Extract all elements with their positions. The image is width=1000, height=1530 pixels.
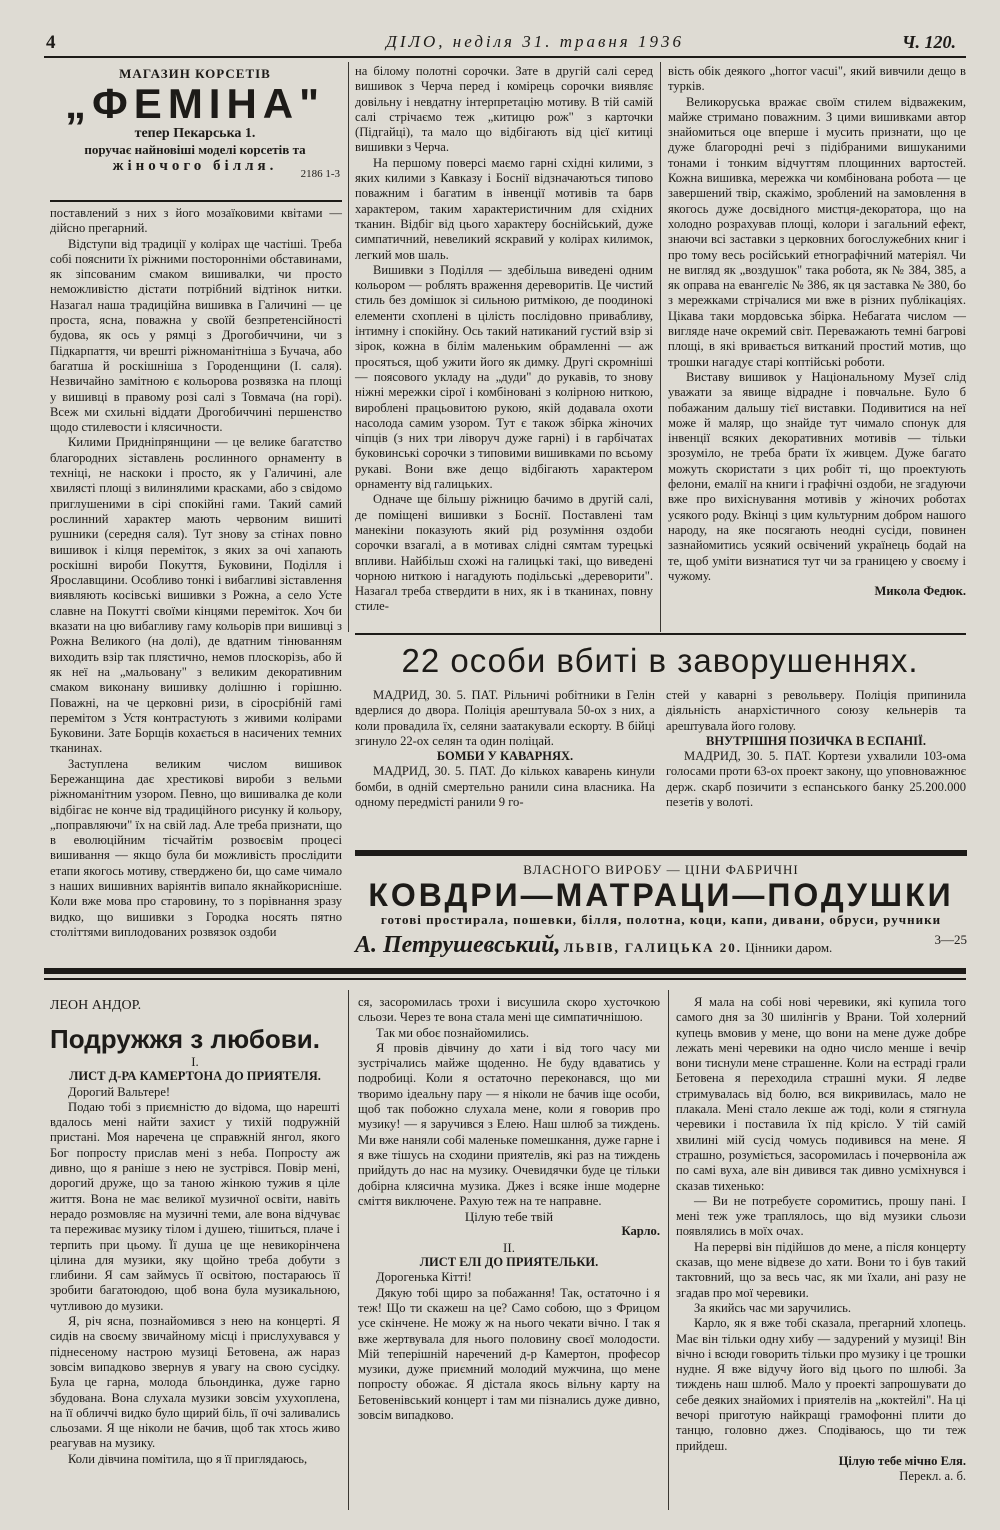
paragraph: Заступлена великим числом вишивок Бережанщина дає хрестикові вироби з вельми ріжноманітним узором. Певно, що вишивалка де коли відбігає не конче від традиційного рисунку й кольору, „поправляючи" їх на свій лад. Але треба признати, що в еволюційним тісчайтім розвоєвім процесі вишивання — якщо була би можливість прослідити етапи якогось мотиву, стверджено би, що саме чимало з наших вишивних варіянтів випало якнайкорисніше. Коли вже мова про старовину, то з порівнання зразу видко, що вишивки з Городка носять пятно століттями виплодованих розвязок оздоби <box>50 756 342 939</box>
masthead-date: ДІЛО, неділя 31. травня 1936 <box>386 32 684 51</box>
ad-kovdry-footer <box>355 932 967 959</box>
paragraph: Великоруська вражає своїм стилем відважеким, майже стримано поважним. З цими вишивками автор знайомиться оце вперше і мусить признати, що це дуже благородні речі з підібраними вишуканими тонами і тонким відчуттям площинних вартостей. Кожна вишивка, мережка чи комбінована робота — це завершений твір, скажімо, зроблений на замовлення в якогось дуже досвідного мистця-декоратора, що на холодно розрахував площі, колори і загальний ефект, знаючи всі заставки з церковних богослужебних книг і про тому весь російський етнографічний матеріял. Чи не вигляд як „воздушок" така робота, як № 384, 385, а як оправа на евангеліє № 386, як ця заставка № 380, бо з мережками стрічалися ми вже в різних публікаціях. Цікава таки мордовська збірка. Небагата числом — вигляде наче окремий світ. Переважають темні багрові площі, в які вривається витканий простий мотив, що трошки нагадує старі коптійські роботи. <box>668 94 966 369</box>
paragraph: Я, річ ясна, познайомився з нею на концерті. Я сидів на своєму звичайному місці і прислухувався у піднесеному настрою музиці Бетовена, аж нараз зовсім випадково звернув я увагу на свою сусідку. Була це гарна, молода бльондинка, дуже гарно збудована. Вона слухала музики зовсім ухухоплена, на її обличчі видко було щирий біль, її очі заливались сльозами. Я ще ніколи не бачив, щоб так хтось живо реагував на музику. <box>50 1314 340 1451</box>
article-column-2 <box>355 64 653 630</box>
column-divider <box>668 990 669 1510</box>
section-number: ІІ. <box>503 1239 515 1255</box>
section-rule <box>355 633 966 635</box>
news-subhead: БОМБИ У КАВАРНЯХ. <box>436 749 574 764</box>
paragraph: Так ми обоє познайомились. <box>376 1025 530 1040</box>
article-signature: Микола Федюк. <box>874 584 966 599</box>
paragraph: Дорогий Вальтере! <box>68 1084 171 1099</box>
paragraph: Дякую тобі щиро за побажання! Так, остаточно і я теж! Що ти скажеш на це? Само собою, що з Фрицом усе скінчене. Не можу ж на нього чекати вічно. І так я вже жертвувала для нього половину своєї молодости. Мій теперішній наречений д-р Камертон, професор музики, дуже приємний молодий мужчина, що мене попросту обожає. Я дістала якось вільну карту на Бетовенівський концерт і там ми пізнались дуже дивно, зовсім випадково. <box>358 1285 660 1423</box>
paragraph: — Ви не потребуєте соромитись, прошу пані. І мені теж уже траплялось, що від музики сльози появлялись в моїх очах. <box>676 1193 966 1239</box>
paragraph: вість обік деякого „horror vacui", який вивчили дещо в турків. <box>668 64 966 94</box>
paragraph: За якийсь час ми заручились. <box>694 1300 852 1315</box>
ad-code: 2186 1-3 <box>300 168 340 180</box>
story-title: Подружжя з любови. <box>50 1024 320 1054</box>
story-column-3 <box>676 995 966 1510</box>
ad-code: 3—25 <box>934 932 967 947</box>
translator-note: Перекл. а. б. <box>899 1469 966 1484</box>
paragraph: Коли дівчина помітила, що я її приглядаюсь, <box>68 1451 308 1466</box>
ad-kovdry-name: А. Петрушевський, <box>355 932 561 958</box>
letter-signature: Цілую тебе мічно Еля. <box>838 1453 966 1468</box>
story-column-2 <box>358 995 660 1510</box>
news-headline: 22 особи вбиті в заворушеннях. <box>401 642 919 679</box>
article-column-3 <box>668 64 966 630</box>
ad-kovdry-note: Цінники даром. <box>745 940 833 955</box>
column-divider <box>348 990 349 1510</box>
story-author: ЛЕОН АНДОР. <box>50 998 142 1013</box>
ad-rule <box>50 200 342 202</box>
letter-signature: Карло. <box>621 1224 660 1239</box>
ad-femina-line: МАГАЗИН КОРСЕТІВ <box>119 66 271 81</box>
paragraph: Одначе ще більшу ріжницю бачимо в другій салі, де поміщені вишивки з Боснії. Поставлені там манекіни показують який рід розуміння оздоби сорочки взагалі, а в мотивах слідні сямтам турецькі впливи. Найбільш схожі на галицькі такі, що виведені чорною ниткою і нагадують подільські „дереворити". Назагал треба ствердити в них, як і в тканинах, повну стиле- <box>355 492 653 614</box>
column-divider <box>348 62 349 632</box>
paragraph: Дорогенька Кітті! <box>376 1270 472 1285</box>
paragraph: на білому полотні сорочки. Зате в другій салі серед вишивок з Черча перед і комірець сорочки виявляє довільну і невдатну інтерпретацію мотиву. В тій самій салі стрічаємо теж „китицю рож" з карточки (Підгайці), та мало що відбігають від цієї китиці вишивки з Черча. <box>355 64 653 155</box>
news-column-1 <box>355 688 655 838</box>
section-number: І. <box>191 1054 199 1069</box>
paragraph: ся, засоромилась трохи і висушила скоро хусточкою сльози. Через те вона стала мені ще симпатичнішою. <box>358 995 660 1025</box>
page-divider <box>44 968 966 974</box>
paragraph: На перерві він підійшов до мене, а після концерту сказав, що мене відвезе до хати. Вони то і був такий тактовний, що за весь час, як ми їхали, ані разу не згадав про мої черевики. <box>676 1239 966 1300</box>
page-divider <box>44 978 966 980</box>
paragraph: Виставу вишивок у Національному Музеї слід уважати за явище відрадне і повчальне. Було б побажаним дальшу тієї виставки. Подивитися на неї може й маляр, що знайде тут чимало спонук для інвенції всяких декоративних мотивів — тільки зрозуміло, не треба брати їх живцем. Дуже багато можуть скористати з цих робіт ті, що проектують фелони, емалії на книги і графічні оздоби, не згадуючи вже про вихіснування мотивів у жіночих роботах усякого роду. Вкінці з цим культурним добром нашого народу, на яке посягають неодні сусіди, повинен зазнайомитись усякий освічений українець бодай на те, щоб уміти визнатися тут чи за границею у своєму і чужому. <box>668 369 966 583</box>
ad-femina-line: поручає найновіші моделі корсетів та <box>84 142 306 157</box>
ad-border-top <box>355 850 967 856</box>
paragraph: Вишивки з Поділля — здебільша виведені одним кольором — роблять враження дереворитів. Це чистий стиль без домішок зі сильною ритмікою, де поодинокі елементи схоплені в цілість послідовно привабливу, інтимну і спокійну. Ось такий натиканий густий взір зі зірок, кожна в білім маленьким обрамленні — аж просяться, щоб ужити його як димку. Другі скромніші — поясового укладу на „дуди" до рукавів, то знову ніжні мережки сірої і комбіновані з колірною ниткою, вироблені працьовитою рукою, якій додавала охоти насолода самим узором. Тут є також збірка жіночих чіпців (з них три ліворуч дуже гарні) і в гарбічатах буковинські сорочки з типовими вишивками по всьому рукаві. Вони вже дещо відбігають характером орнаменту від галицьких. <box>355 262 653 492</box>
ad-femina-line: жіночого білля. <box>112 158 278 174</box>
ad-femina-name: „ФЕМІНА" <box>64 80 326 127</box>
letter-closing: Цілую тебе твій <box>464 1209 554 1225</box>
article-column-1 <box>50 206 342 939</box>
page-number: 4 <box>46 32 56 53</box>
ad-femina <box>50 66 340 192</box>
column-divider <box>660 62 661 632</box>
ad-kovdry-sub: готові простирала, пошевки, білля, полотна, коци, капи, дивани, обруси, ручники <box>380 912 942 927</box>
page-header <box>46 30 956 58</box>
story-column-1 <box>50 1054 340 1514</box>
paragraph: Карло, як я вже тобі сказала, прегарний хлопець. Має він тільки одну хибу — задурений у музиці! Він вічно і всюди говорить тільки про музику і це трошки нудне. Я вже відучу його від цього по шлюбі. За тиждень наш шлюб. Мало у проекті запрошувати до себе деяких знайомих і приятелів на „коктейлі". На ці вечорі приготую найкращі грамофонні плити до танцю, головно джез. Сподіваюсь, що ти теж прийдеш. <box>676 1316 966 1453</box>
ad-kovdry-address: ЛЬВІВ, ГАЛИЦЬКА 20. <box>563 940 743 955</box>
paragraph: МАДРИД, 30. 5. ПАТ. Кортези ухвалили 103-ома голосами проти 63-ох проект закону, що уповноважнює держ. скарб позичити з еспанського банку 25.200.000 пезетів у волоті. <box>666 749 966 810</box>
paragraph: Я мала на собі нові черевики, які купила того самого дня за 30 шилінгів у Врани. Той холерний купець вмовив у мене, що вони на мене дуже добре лежать мені черевики на одно число менше і вечір вони тиснули мене страшенне. Коли на естраді грали Бетовена я переходила страшні муки. Я ледве стримувалась від болю, вся викривилась, мало не плакала. Мені стало лекше аж тоді, коли я стягнула черевики і поставила їх під крісло. У тій самій хвилині мій сусід чомусь подивився на мене. Я страшно, розуміється, засоромилась і почервоніла аж по самі вуха, але він дивився так дивно усміхнувся і сказав тихенько: <box>676 995 966 1193</box>
ad-femina-line: тепер Пекарська 1. <box>134 126 256 141</box>
paragraph: Відступи від традиції у колірах ще частіші. Треба собі пояснити їх ріжними посторонніми обставинами, як зіпсованим смаком вишивалки, чи просто неможливістю дістати потрібний відтінок нитки. Назагал наша традиційна вишивка в Галичині — це проста, ясна, поважна у своїй безпретенсійності будова, як ось у рямці з Дрогобиччини, чи з Підкарпаття, чи врешті ріжноманітніша з Бучача, або багатша й роскішніша з Городенщини (І. саля). Незвичайно замітною є кольорова розвязка на площі у вишивці в правому розі салі з Товмача (на горі). Всеж ми схильні віддати Дрогобиччині першенство щодо стилевости і клясичности. <box>50 236 342 435</box>
paragraph: поставлений з них з його мозаїковими квітами — дійсно прегарний. <box>50 206 342 236</box>
ad-kovdry <box>355 862 967 962</box>
header-rule <box>44 56 966 58</box>
issue-number: Ч. 120. <box>902 32 956 52</box>
news-subhead: ВНУТРІШНЯ ПОЗИЧКА В ЕСПАНІЇ. <box>706 733 926 748</box>
news-column-2 <box>666 688 966 838</box>
paragraph: МАДРИД, 30. 5. ПАТ. Рільничі робітники в Гелін вдерлися до двора. Поліція арештувала 50-ох з них, а коли провадила їх, селяни заатакували ескорту. В бійці згинуло 22-ох селян та один поліцай. <box>355 688 655 748</box>
ad-kovdry-main: КОВДРИ—МАТРАЦИ—ПОДУШКИ <box>368 877 954 913</box>
paragraph: МАДРИД, 30. 5. ПАТ. До кількох каварень кинули бомби, в одній смертельно ранили сина власника. На одному передмісті ранили 9 го- <box>355 764 655 810</box>
paragraph: Подаю тобі з приємністю до відома, що нарешті вдалось мені найти захист у тихій подружній пристані. Моя наречена це справжній янгол, якого Бог попросту прислав мені з неба. Попросту аж дивно, що я раніше з нею не зустрівся. Повір мені, дорогий друже, що за таною жінкою тужив я ціле життя. Вона не має великої музичної освіти, навіть нерадо розмовляє на музичні теми, але вона відчуває та переживає музику тілом і душею, тішиться, плаче і терпить при цьому. Її душа це ще невикорінчена цілина для музики, яку щойно треба добути з глибини. Я сам займусь її освітою, постараюсь її зробити багатоюдою, щоб вона була музикальною, чутливою до музики. <box>50 1099 340 1313</box>
paragraph: стей у каварні з револьверу. Поліція припинила діяльність анархістичного союзу кельнерів та арештувала його голову. <box>666 688 966 733</box>
paragraph: Я провів дівчину до хати і від того часу ми зустрічались майже щоденно. Не буду вдаватись у подробиці. Коли я остаточно переконався, що ми творимо ідеальну пару — я ніколи не бачив іще особи, щоб так побожно слухала мене, коли я говорив про музику! — я заручився з Елею. Наш шлюб за тиждень. Ми вже наняли собі маленьке помешкання, дуже гарне і я вже тішусь на сходини приятелів, які раз на тиждень прийдуть до нас на музику. Очевидячки буде це тільки добірна клясична музика. Джез і всяке інше модерне сміття виключене. Рахую теж на те направне. <box>358 1040 660 1208</box>
paragraph: На першому поверсі маємо гарні східні килими, з яких килими з Кавказу і Боснії відзначаються типово поважним і багатим в інвенції мотивів та барв характером, таким характеристичним для східних тканин. Відбіг від цього характеру боснійський, дуже симпатичний, невеликий яскравий у колірах килимок, легкий мов шаль. <box>355 155 653 262</box>
section-title: ЛИСТ ЕЛІ ДО ПРИЯТЕЛЬКИ. <box>419 1255 599 1270</box>
ad-kovdry-top: ВЛАСНОГО ВИРОБУ — ЦІНИ ФАБРИЧНІ <box>523 862 799 877</box>
paragraph: Килими Придніпрянщини — це велике багатство благородних зіставлень рослинного орнаменту в техніці, не наскоки і просто, як у Галичині, але хвилясті площі з вилинялими красками, або з свідомо приглушеними в сірі спокійні гами. Такий самий рослинний характер мають червоним вишиті рушники (середня саля). Тут знову за стінах повно вишивок і кілця переміток, з яких за очі хапають роскішні вироби Покуття, Буковини, Поділля і Ярославщини. Особливо тонкі і вибагливі зіставлення виявляють косівські вишивки з Рожна, а село Усте славне на Покутті своїми кінцями переміток. Хоч би вказати на цю вибагливу гаму кольорів при вишивці з Рожна Великого (на долі), де вдатним тінюванням виходить взір так плястично, немов плоскорізь, або й як неї на „мальовану" з великим декоративним смаком виконану вишивку долішню і горішню. Поважні, на че церковні ризи, в сіросрібній гамі перемітом з Устя контрастують з живими колірами Буковини. Зате Борщів кохається в насичених темних тканинах. <box>50 435 342 756</box>
section-title: ЛИСТ Д-РА КАМЕРТОНА ДО ПРИЯТЕЛЯ. <box>69 1069 321 1084</box>
